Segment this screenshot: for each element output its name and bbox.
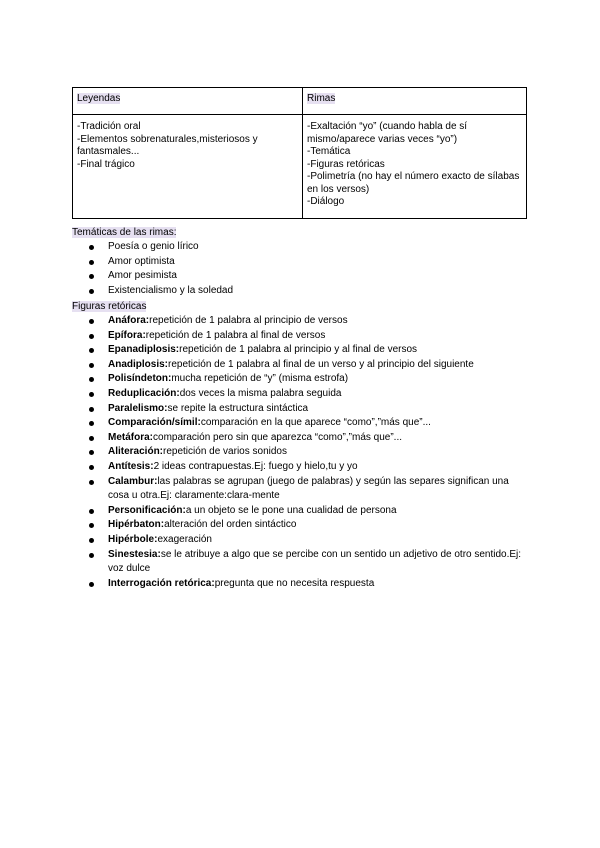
- leyendas-cell: [73, 115, 303, 219]
- list-item: [72, 577, 528, 592]
- figure-term: Reduplicación:: [108, 387, 180, 399]
- bullet-icon: [89, 509, 94, 514]
- list-item-text: Poesía o genio lírico: [108, 241, 199, 252]
- bullet-icon: [89, 245, 94, 250]
- figure-desc: dos veces la misma palabra seguida: [179, 387, 342, 399]
- list-item: [72, 548, 528, 577]
- bullet-icon: [89, 260, 94, 265]
- bullet-icon: [89, 480, 94, 485]
- bullet-icon: [89, 582, 94, 587]
- figure-term: Hipérbaton:: [108, 519, 165, 531]
- figure-term: Polisíndeton:: [108, 373, 172, 385]
- bullet-icon: [89, 377, 94, 382]
- figure-term: Hipérbole:: [108, 533, 158, 545]
- rimas-item: -Diálogo: [307, 196, 345, 207]
- figure-term: Epífora:: [108, 329, 146, 341]
- figure-term: Metáfora:: [108, 431, 154, 443]
- rimas-cell: [303, 115, 527, 219]
- bullet-icon: [89, 392, 94, 397]
- list-item: [72, 240, 233, 255]
- bullet-icon: [89, 274, 94, 279]
- figuras-title-text: Figuras retóricas: [72, 301, 147, 312]
- list-item: [72, 284, 233, 299]
- list-item: [72, 460, 528, 475]
- list-item: [72, 329, 528, 344]
- figuras-title: [72, 300, 146, 313]
- figuras-list: [72, 314, 528, 591]
- list-item: [72, 255, 233, 270]
- figure-desc: repetición de 1 palabra al principio y al final de versos: [179, 344, 418, 356]
- figure-desc: exageración: [157, 533, 212, 545]
- bullet-icon: [89, 421, 94, 426]
- list-item: [72, 314, 528, 329]
- bullet-icon: [89, 363, 94, 368]
- figure-desc: 2 ideas contrapuestas.Ej: fuego y hielo,tu y yo: [153, 460, 358, 472]
- figure-desc: repetición de 1 palabra al final de versos: [145, 329, 326, 341]
- list-item-text: Existencialismo y la soledad: [108, 284, 234, 296]
- list-item: [72, 416, 528, 431]
- figure-term: Epanadiplosis:: [108, 344, 180, 356]
- list-item-text: Amor optimista: [108, 255, 175, 267]
- figure-desc: se repite la estructura sintáctica: [167, 402, 309, 414]
- list-item: [72, 445, 528, 460]
- figure-desc: comparación pero sin que aparezca “como”,”más que”...: [153, 431, 403, 443]
- bullet-icon: [89, 523, 94, 528]
- figure-term: Paralelismo:: [108, 402, 168, 414]
- bullet-icon: [89, 319, 94, 324]
- bullet-icon: [89, 538, 94, 543]
- figure-term: Calambur:: [108, 475, 158, 487]
- figure-term: Sinestesia:: [108, 548, 161, 560]
- figure-desc: a un objeto se le pone una cualidad de persona: [185, 504, 397, 516]
- bullet-icon: [89, 348, 94, 353]
- list-item: [72, 518, 528, 533]
- figure-term: Personificación:: [108, 504, 186, 516]
- figure-desc: repetición de 1 palabra al principio de versos: [149, 315, 348, 326]
- bullet-icon: [89, 553, 94, 558]
- rimas-item: -Figuras retóricas: [307, 158, 385, 170]
- list-item: [72, 533, 528, 548]
- rimas-item: -Exaltación “yo” (cuando habla de sí mismo/aparece varias veces “yo”): [307, 121, 468, 145]
- leyendas-item: -Final trágico: [77, 158, 135, 170]
- figure-term: Comparación/símil:: [108, 417, 201, 429]
- list-item: [72, 504, 528, 519]
- figure-term: Anáfora:: [108, 315, 150, 326]
- figure-desc: las palabras se agrupan (juego de palabras) y según las separes significan una cosa u otra.Ej: claramente:clara-mente: [108, 475, 509, 502]
- rimas-item: -Polimetría (no hay el número exacto de sílabas en los versos): [307, 171, 520, 195]
- list-item: [72, 372, 528, 387]
- figure-term: Aliteración:: [108, 446, 164, 458]
- bullet-icon: [89, 289, 94, 294]
- tematicas-list: [72, 240, 233, 298]
- figure-desc: comparación en la que aparece “como”,”más que”...: [200, 417, 431, 429]
- tematicas-title-text: Temáticas de las rimas:: [72, 227, 177, 238]
- list-item: [72, 387, 528, 402]
- list-item: [72, 343, 528, 358]
- leyendas-item: -Elementos sobrenaturales,misteriosos y fantasmales...: [77, 133, 258, 157]
- header-leyendas: Leyendas: [77, 93, 121, 104]
- figure-desc: repetición de varios sonidos: [163, 446, 287, 458]
- bullet-icon: [89, 436, 94, 441]
- figure-desc: pregunta que no necesita respuesta: [214, 577, 375, 589]
- list-item-text: Amor pesimista: [108, 270, 177, 282]
- table-header-cell: [73, 88, 303, 115]
- figure-term: Antítesis:: [108, 460, 154, 472]
- tematicas-title: [72, 226, 176, 239]
- figure-desc: mucha repetición de “y” (misma estrofa): [171, 373, 349, 385]
- header-rimas: Rimas: [307, 93, 336, 104]
- figure-desc: se le atribuye a algo que se percibe con un sentido un adjetivo de otro sentido.Ej: voz dulce: [108, 548, 522, 575]
- bullet-icon: [89, 407, 94, 412]
- figure-term: Interrogación retórica:: [108, 577, 215, 589]
- bullet-icon: [89, 465, 94, 470]
- figure-desc: repetición de 1 palabra al final de un verso y al principio del siguiente: [168, 358, 474, 370]
- table-body-row: [73, 115, 527, 219]
- list-item: [72, 358, 528, 373]
- comparison-table: [72, 87, 527, 219]
- table-header-cell: [303, 88, 527, 115]
- figure-desc: alteración del orden sintáctico: [164, 519, 297, 531]
- bullet-icon: [89, 450, 94, 455]
- list-item: [72, 269, 233, 284]
- leyendas-item: -Tradición oral: [77, 121, 141, 132]
- rimas-item: -Temática: [307, 146, 351, 157]
- table-header-row: [73, 88, 527, 115]
- figure-term: Anadiplosis:: [108, 358, 169, 370]
- list-item: [72, 402, 528, 417]
- list-item: [72, 475, 528, 504]
- list-item: [72, 431, 528, 446]
- bullet-icon: [89, 334, 94, 339]
